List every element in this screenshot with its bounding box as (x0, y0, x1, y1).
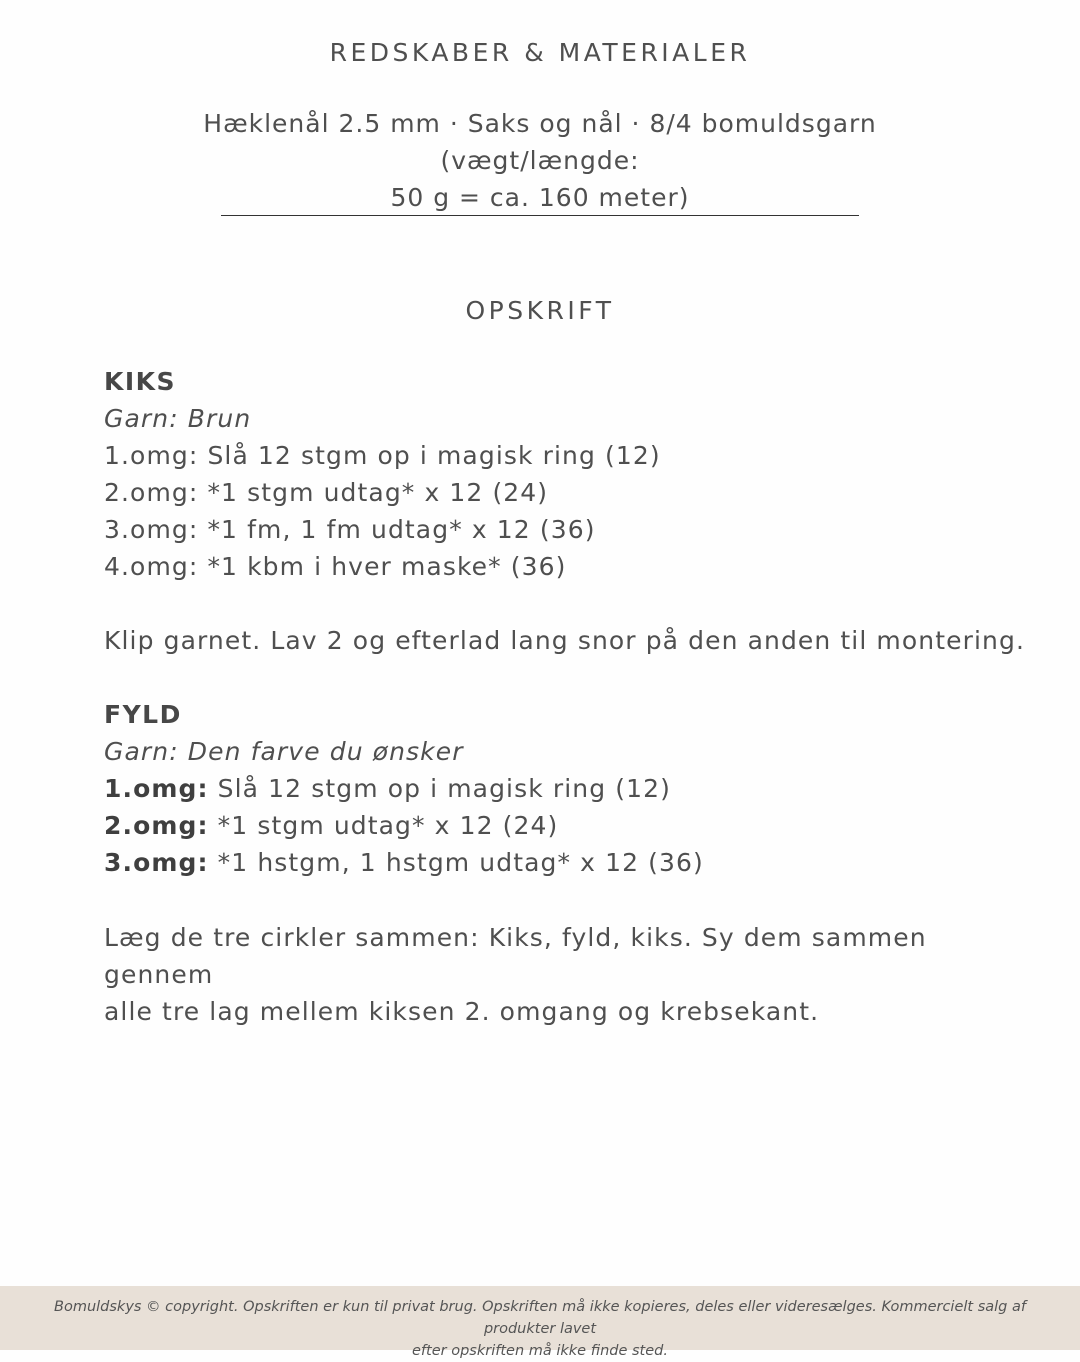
materials-title: REDSKABER & MATERIALER (329, 38, 751, 67)
kiks-section (104, 363, 1004, 585)
materials-line-2: 50 g = ca. 160 meter) (390, 183, 690, 212)
fyld-heading: FYLD (104, 700, 182, 729)
fyld-row-text: *1 hstgm, 1 hstgm udtag* x 12 (36) (208, 848, 704, 877)
fyld-section (104, 696, 1004, 881)
copyright-text (30, 1296, 1050, 1362)
fyld-row (104, 770, 1004, 807)
kiks-note: Klip garnet. Lav 2 og efterlad lang snor på den anden til montering. (104, 626, 1025, 655)
copyright-line-1: Bomuldskys © copyright. Opskriften er kun til privat brug. Opskriften må ikke kopieres, deles eller videresælges. Kommercielt salg af produkter lavet (54, 1299, 1026, 1337)
materials-list (100, 105, 980, 216)
fyld-row-label: 3.omg: (104, 848, 209, 877)
recipe-title: OPSKRIFT (465, 296, 615, 325)
fyld-row-label: 2.omg: (104, 811, 209, 840)
fyld-row (104, 844, 1004, 881)
copyright-footer (0, 1286, 1080, 1359)
assembly-line-1: Læg de tre cirkler sammen: Kiks, fyld, kiks. Sy dem sammen gennem (104, 923, 927, 989)
assembly-line-2: alle tre lag mellem kiksen 2. omgang og krebsekant. (104, 997, 820, 1026)
kiks-row: 4.omg: *1 kbm i hver maske* (36) (104, 552, 567, 581)
section-divider (221, 215, 859, 216)
fyld-row-text: Slå 12 stgm op i magisk ring (12) (208, 774, 671, 803)
kiks-row: 1.omg: Slå 12 stgm op i magisk ring (12) (104, 441, 661, 470)
kiks-heading: KIKS (104, 367, 177, 396)
fyld-row (104, 807, 1004, 844)
fyld-yarn: Garn: Den farve du ønsker (104, 737, 464, 766)
copyright-line-2: efter opskriften må ikke finde sted. (412, 1343, 668, 1359)
kiks-row: 3.omg: *1 fm, 1 fm udtag* x 12 (36) (104, 515, 596, 544)
kiks-row: 2.omg: *1 stgm udtag* x 12 (24) (104, 478, 549, 507)
assembly-section (104, 919, 1004, 1030)
kiks-yarn: Garn: Brun (104, 404, 252, 433)
materials-line-1: Hæklenål 2.5 mm · Saks og nål · 8/4 bomuldsgarn (vægt/længde: (203, 109, 877, 175)
fyld-row-text: *1 stgm udtag* x 12 (24) (208, 811, 559, 840)
kiks-note-section (104, 622, 1025, 659)
fyld-row-label: 1.omg: (104, 774, 209, 803)
